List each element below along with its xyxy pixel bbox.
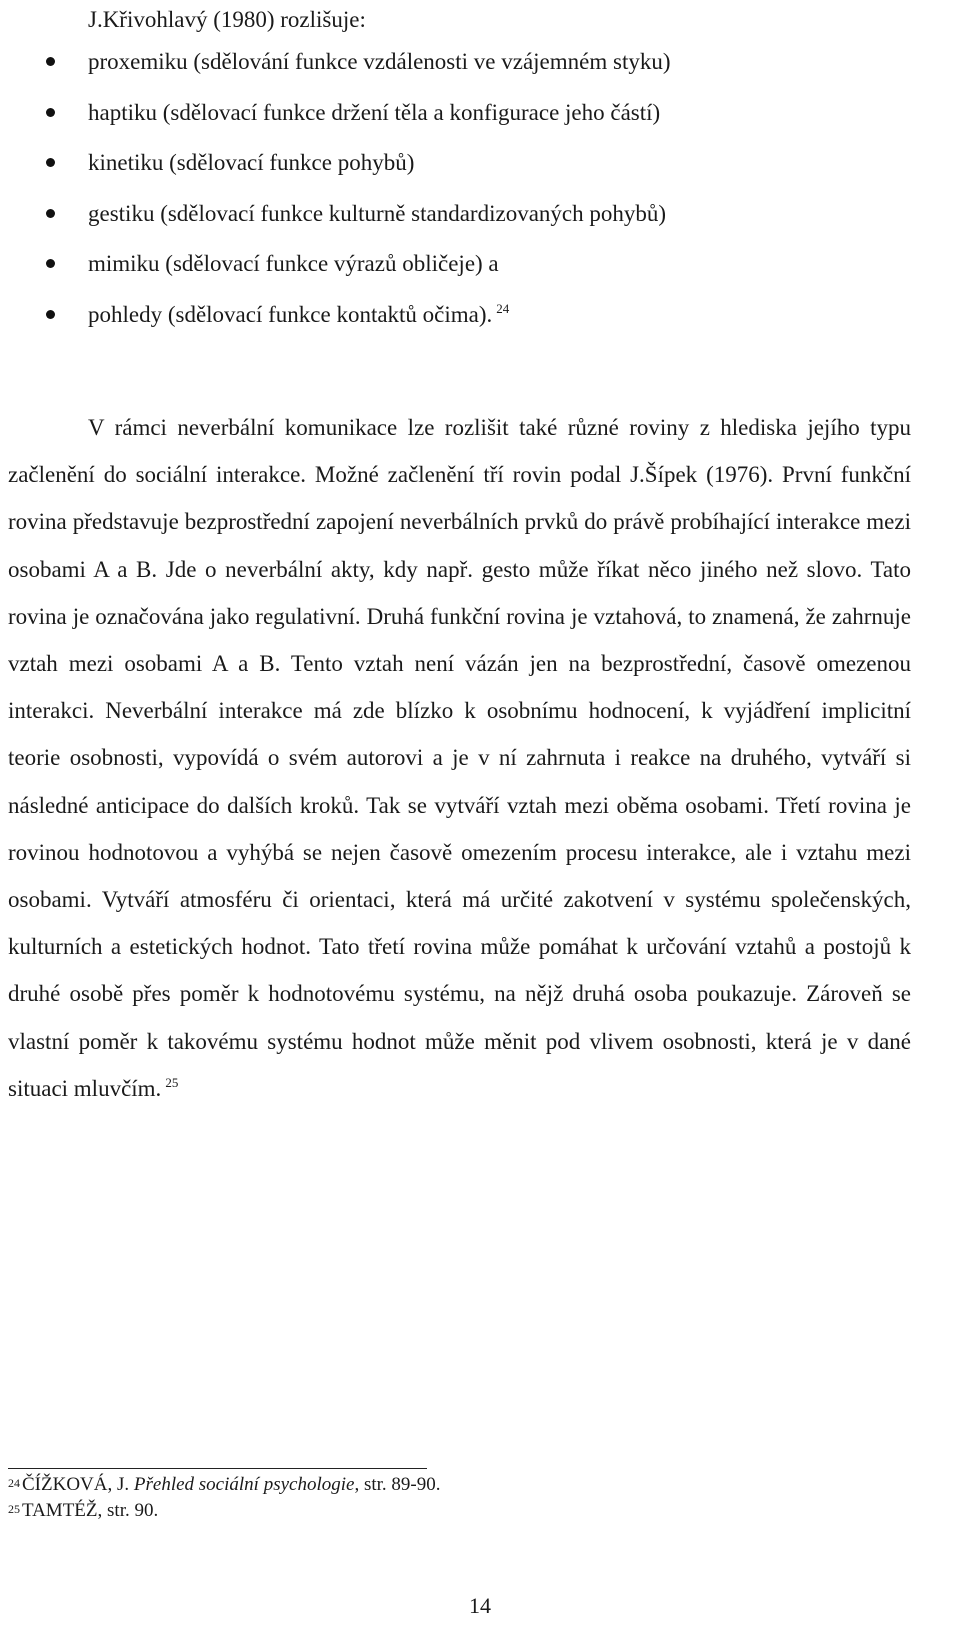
bullet-icon [46, 259, 55, 268]
bullet-icon [46, 209, 55, 218]
footnote-author: ČÍŽKOVÁ, J. [22, 1474, 134, 1495]
list-item-text: proxemiku (sdělování funkce vzdálenosti ve vzájemném styku) [88, 49, 671, 74]
list-item [0, 46, 940, 97]
list-item-text: gestiku (sdělovací funkce kulturně standardizovaných pohybů) [88, 200, 667, 226]
list-item [0, 198, 940, 249]
footnote-rest: , str. 89-90. [354, 1474, 441, 1495]
list-item-text: pohledy (sdělovací funkce kontaktů očima). [88, 301, 493, 327]
bullet-icon [46, 57, 55, 66]
footnote-author: TAMTÉŽ, str. 90. [22, 1500, 159, 1521]
bullet-icon [46, 108, 55, 117]
footnote [8, 1498, 440, 1524]
body-paragraph [8, 404, 911, 1112]
page-number: 14 [469, 1593, 491, 1618]
paragraph-text: V rámci neverbální komunikace lze rozlišit také různé roviny z hlediska jejího typu začlenění do sociální interakce. Možné začlenění tří rovin podal J.Šípek (1976). První funkční rovina představuje bezprostřední zapojení neverbálních prvků do právě probíhající interakce mezi osobami A a B. Jde o neverbální akty, kdy např. gesto může říkat něco jiného než slovo. Tato rovina je označována jako regulativní. Druhá funkční rovina je vztahová, to znamená, že zahrnuje vztah mezi osobami A a B. Tento vztah není vázán jen na bezprostřední, časově omezenou interakci. Neverbální interakce má zde blízko k osobnímu hodnocení, k vyjádření implicitní teorie osobnosti, vypovídá o svém autorovi a je v ní zahrnuta i reakce na druhého, vytváří si následné anticipace do dalších kroků. Tak se vytváří vztah mezi oběma osobami. Třetí rovina je rovinou hodnotovou a vyhýbá se nejen časově omezením procesu interakce, ale i vztahu mezi osobami. Vytváří atmosféru či orientaci, která má určité zakotvení v systému společenských, kulturních a estetických hodnot. Tato třetí rovina může pomáhat k určování vztahů a postojů k druhé osobě přes poměr k hodnotovému systému, na nějž druhá osoba poukazuje. Zároveň se vlastní poměr k takovému systému hodnot může měnit pod vlivem osobnosti, která je v dané situaci mluvčím. [8, 415, 911, 1101]
footnotes [8, 1472, 440, 1524]
list-item [0, 97, 940, 148]
list-item [0, 299, 940, 350]
list-item-text: haptiku (sdělovací funkce držení těla a konfigurace jeho částí) [88, 99, 661, 125]
footnote-number: 25 [8, 1502, 20, 1516]
footnote-number: 24 [8, 1476, 20, 1490]
footnote-reference[interactable]: 25 [165, 1074, 179, 1090]
bullet-icon [46, 158, 55, 167]
intro-line: J.Křivohlavý (1980) rozlišuje: [88, 7, 366, 32]
footnote-title: Přehled sociální psychologie [133, 1474, 355, 1495]
list-item [0, 147, 940, 198]
footnote-reference[interactable]: 24 [496, 300, 510, 316]
list-item [0, 248, 940, 299]
bullet-list [0, 46, 940, 349]
footnote-separator [8, 1468, 427, 1469]
bullet-icon [46, 310, 55, 319]
list-item-text: kinetiku (sdělovací funkce pohybů) [88, 150, 415, 175]
list-item-text: mimiku (sdělovací funkce výrazů obličeje) a [88, 251, 499, 276]
footnote [8, 1472, 440, 1498]
